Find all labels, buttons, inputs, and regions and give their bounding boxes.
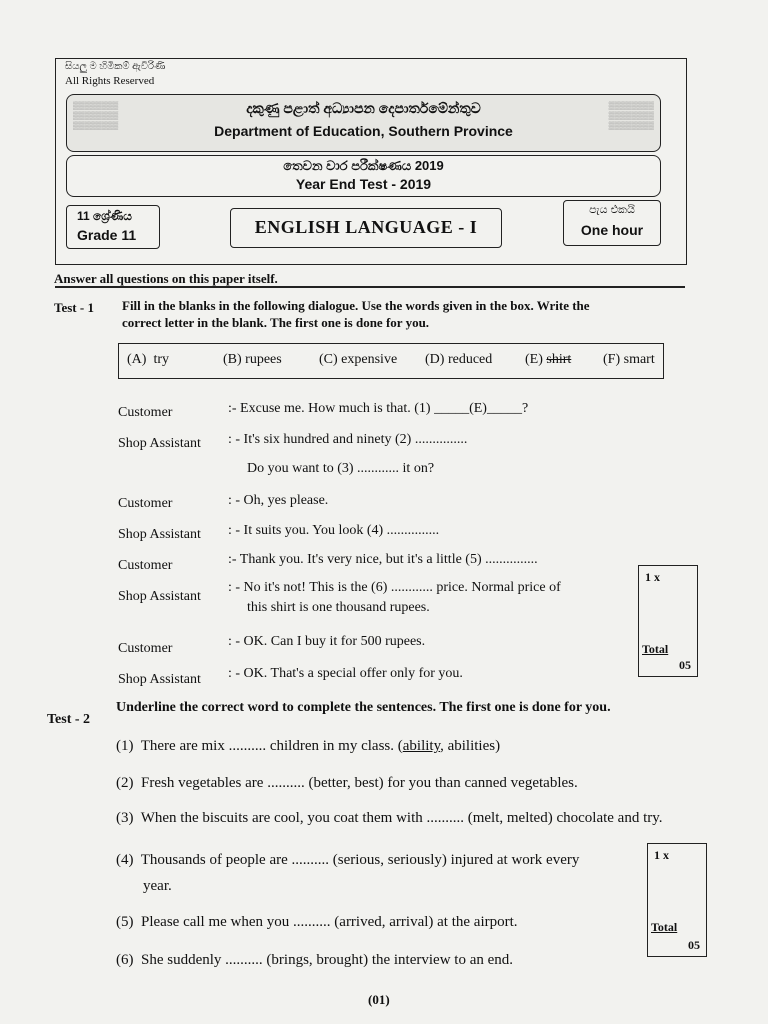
speaker-10: Shop Assistant	[118, 672, 201, 687]
line-9: : - OK. Can I buy it for 500 rupees.	[228, 634, 426, 649]
question-3: (3) When the biscuits are cool, you coat them with .......... (melt, melted) chocolate and try.	[116, 810, 663, 826]
department-name: Department of Education, Southern Province	[214, 123, 513, 139]
time-sinhala: පැය එකයි	[589, 204, 635, 216]
watermark-right: ▒▒▒▒▒▒▒▒ ▒▒▒▒▒▒▒▒ ▒▒▒▒▒▒▒▒	[608, 101, 654, 130]
line-7: : - No it's not! This is the (6) ............ price. Normal price of	[228, 580, 561, 595]
line-6: :- Thank you. It's very nice, but it's a little (5) ...............	[228, 552, 538, 567]
speaker-4: Customer	[118, 496, 173, 511]
option-a: (A) try	[127, 352, 169, 367]
question-2: (2) Fresh vegetables are .......... (better, best) for you than canned vegetables.	[116, 775, 578, 791]
header-divider	[55, 286, 685, 288]
question-5: (5) Please call me when you .......... (arrived, arrival) at the airport.	[116, 914, 518, 930]
word-options-box	[118, 343, 664, 379]
line-5: : - It suits you. You look (4) ...............	[228, 523, 440, 538]
grade-sinhala: 11 ශ්‍රේණිය	[77, 209, 132, 223]
test-title-sinhala: තෙවන වාර පරීක්ෂණය 2019	[283, 158, 444, 173]
line-3: Do you want to (3) ............ it on?	[247, 461, 435, 476]
speaker-7: Shop Assistant	[118, 589, 201, 604]
answer-underline: ability	[402, 738, 441, 754]
subject-box	[230, 208, 502, 248]
test2-total-score: 05	[688, 938, 700, 952]
test2-label: Test - 2	[47, 712, 91, 727]
option-e: (E) shirt	[525, 352, 572, 367]
test2-total-label: Total	[651, 920, 678, 934]
test1-label: Test - 1	[54, 300, 94, 315]
speaker-5: Shop Assistant	[118, 527, 201, 542]
department-banner	[66, 94, 661, 152]
line-1: :- Excuse me. How much is that. (1) _____(E)_____?	[228, 401, 529, 416]
line-10: : - OK. That's a special offer only for you.	[228, 666, 463, 681]
test2-multiplier: 1 x	[654, 848, 669, 862]
option-d: (D) reduced	[425, 352, 493, 367]
rights-reserved: All Rights Reserved	[65, 75, 155, 87]
speaker-2: Shop Assistant	[118, 436, 201, 451]
test-title: Year End Test - 2019	[295, 176, 432, 192]
option-b: (B) rupees	[223, 352, 282, 367]
subject-title: ENGLISH LANGUAGE - I	[254, 217, 478, 237]
page-number: (01)	[368, 992, 390, 1007]
test2-mark-box	[647, 843, 707, 957]
department-sinhala: දකුණු පළාත් අධ්‍යාපන දෙපාර්තමේන්තුව	[246, 100, 481, 116]
question-1: (1) There are mix .......... children in my class. (ability, abilities)	[116, 738, 501, 754]
question-6: (6) She suddenly .......... (brings, brought) the interview to an end.	[116, 952, 514, 968]
line-4: : - Oh, yes please.	[228, 493, 329, 508]
time-box	[563, 200, 661, 246]
test1-instruction-line2: correct letter in the blank. The first one is done for you.	[122, 315, 430, 330]
line-2: : - It's six hundred and ninety (2) ...............	[228, 432, 468, 447]
test-title-box	[66, 155, 661, 197]
question-4: (4) Thousands of people are .......... (serious, seriously) injured at work every	[116, 852, 580, 868]
grade: Grade 11	[77, 227, 137, 243]
test1-mark-box	[638, 565, 698, 677]
option-f: (F) smart	[603, 352, 655, 367]
speaker-6: Customer	[118, 558, 173, 573]
test2-instruction: Underline the correct word to complete the sentences. The first one is done for you.	[116, 700, 611, 715]
test1-total-score: 05	[679, 658, 691, 672]
grade-box	[66, 205, 160, 249]
general-instruction: Answer all questions on this paper itself.	[54, 271, 278, 286]
test1-total-label: Total	[642, 642, 669, 656]
test1-multiplier: 1 x	[645, 570, 660, 584]
line-8: this shirt is one thousand rupees.	[247, 600, 430, 615]
rights-sinhala: සියලු ම හිමිකම් ඇවිරිණි	[65, 61, 166, 72]
test1-instruction-line1: Fill in the blanks in the following dialogue. Use the words given in the box. Write the	[122, 298, 590, 313]
speaker-9: Customer	[118, 641, 173, 656]
option-c: (C) expensive	[319, 352, 398, 367]
watermark-left: ▒▒▒▒▒▒▒▒ ▒▒▒▒▒▒▒▒ ▒▒▒▒▒▒▒▒	[73, 101, 119, 130]
question-4-continued: year.	[143, 878, 172, 894]
speaker-1: Customer	[118, 405, 173, 420]
time-allowed: One hour	[580, 222, 644, 238]
